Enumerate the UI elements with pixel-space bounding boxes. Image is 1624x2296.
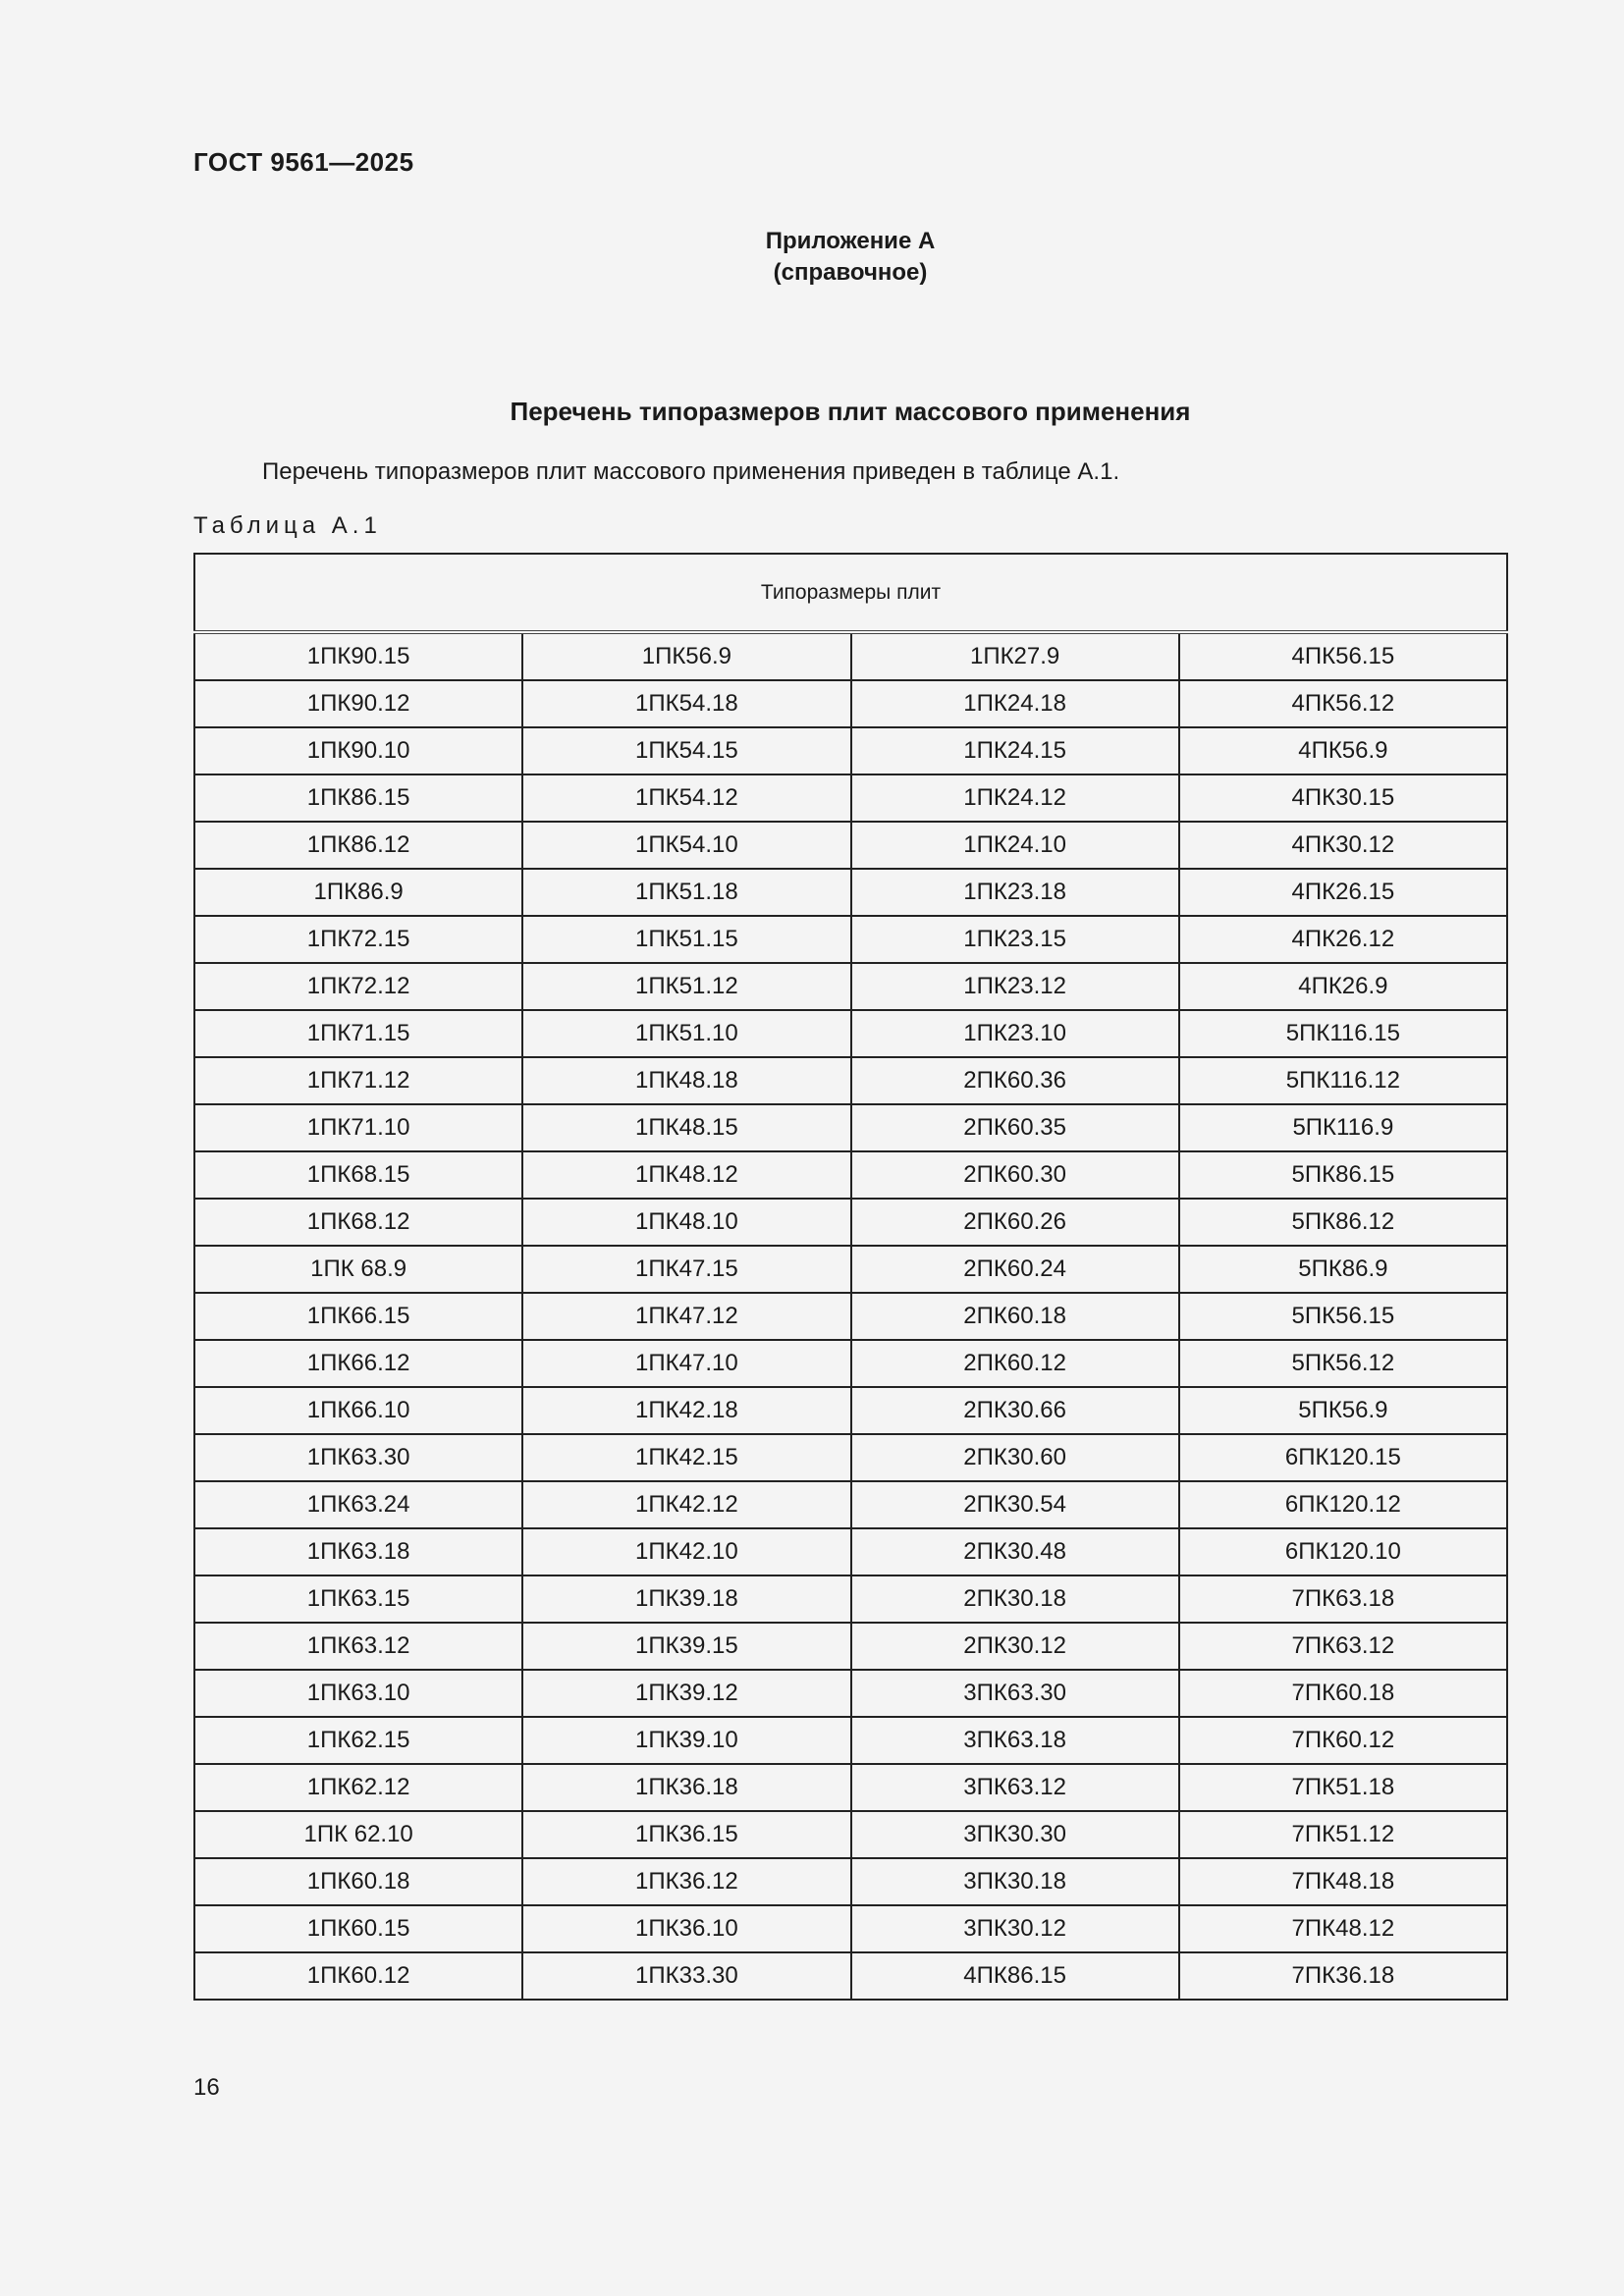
table-cell: 1ПК48.15 [522, 1104, 850, 1151]
table-row [194, 1293, 1507, 1340]
table-cell: 4ПК56.9 [1179, 727, 1507, 774]
table-row [194, 1010, 1507, 1057]
table-cell: 3ПК30.30 [851, 1811, 1179, 1858]
table-row [194, 1199, 1507, 1246]
table-cell: 1ПК63.18 [194, 1528, 522, 1575]
table-cell: 1ПК36.10 [522, 1905, 850, 1952]
table-cell: 2ПК60.30 [851, 1151, 1179, 1199]
table-row [194, 1670, 1507, 1717]
table-cell: 1ПК62.12 [194, 1764, 522, 1811]
table-cell: 1ПК86.9 [194, 869, 522, 916]
table-cell: 1ПК39.10 [522, 1717, 850, 1764]
table-cell: 1ПК63.24 [194, 1481, 522, 1528]
table-cell: 4ПК30.12 [1179, 822, 1507, 869]
table-row [194, 1104, 1507, 1151]
table-cell: 1ПК90.15 [194, 632, 522, 680]
table-cell: 5ПК56.12 [1179, 1340, 1507, 1387]
appendix-heading [0, 226, 1624, 289]
table-row [194, 1623, 1507, 1670]
table-cell: 1ПК42.15 [522, 1434, 850, 1481]
table-cell: 2ПК60.24 [851, 1246, 1179, 1293]
table-cell: 5ПК116.15 [1179, 1010, 1507, 1057]
table-cell: 1ПК36.18 [522, 1764, 850, 1811]
table-cell: 5ПК86.12 [1179, 1199, 1507, 1246]
table-cell: 2ПК30.18 [851, 1575, 1179, 1623]
appendix-subtitle: (справочное) [773, 259, 928, 286]
table-cell: 1ПК63.15 [194, 1575, 522, 1623]
table-row [194, 1481, 1507, 1528]
table-cell: 1ПК36.12 [522, 1858, 850, 1905]
table-cell: 1ПК23.12 [851, 963, 1179, 1010]
table-cell: 6ПК120.12 [1179, 1481, 1507, 1528]
table-cell: 1ПК39.15 [522, 1623, 850, 1670]
table-cell: 6ПК120.15 [1179, 1434, 1507, 1481]
table-row [194, 774, 1507, 822]
table-cell: 1ПК72.12 [194, 963, 522, 1010]
table-cell: 7ПК51.12 [1179, 1811, 1507, 1858]
table-cell: 1ПК71.15 [194, 1010, 522, 1057]
table-cell: 5ПК86.15 [1179, 1151, 1507, 1199]
table-cell: 1ПК 68.9 [194, 1246, 522, 1293]
table-cell: 7ПК63.12 [1179, 1623, 1507, 1670]
table-cell: 1ПК68.15 [194, 1151, 522, 1199]
table-cell: 2ПК30.60 [851, 1434, 1179, 1481]
table-cell: 3ПК30.12 [851, 1905, 1179, 1952]
table-cell: 7ПК60.12 [1179, 1717, 1507, 1764]
table-cell: 4ПК26.12 [1179, 916, 1507, 963]
table-cell: 1ПК72.15 [194, 916, 522, 963]
table-cell: 1ПК24.18 [851, 680, 1179, 727]
table-cell: 7ПК51.18 [1179, 1764, 1507, 1811]
plate-sizes-table [193, 553, 1508, 2001]
table-cell: 5ПК56.15 [1179, 1293, 1507, 1340]
table-row [194, 1575, 1507, 1623]
table-cell: 1ПК63.12 [194, 1623, 522, 1670]
table-row [194, 1811, 1507, 1858]
table-cell: 1ПК23.10 [851, 1010, 1179, 1057]
table-row [194, 1387, 1507, 1434]
table-cell: 3ПК63.18 [851, 1717, 1179, 1764]
table-cell: 7ПК36.18 [1179, 1952, 1507, 2000]
table-cell: 1ПК63.10 [194, 1670, 522, 1717]
table-cell: 1ПК27.9 [851, 632, 1179, 680]
table-cell: 4ПК86.15 [851, 1952, 1179, 2000]
table-cell: 1ПК48.12 [522, 1151, 850, 1199]
table-cell: 7ПК60.18 [1179, 1670, 1507, 1717]
table-caption: Таблица А.1 [193, 512, 382, 539]
table-cell: 1ПК51.15 [522, 916, 850, 963]
table-cell: 1ПК36.15 [522, 1811, 850, 1858]
table-cell: 4ПК30.15 [1179, 774, 1507, 822]
table-cell: 2ПК60.35 [851, 1104, 1179, 1151]
table-cell: 1ПК47.12 [522, 1293, 850, 1340]
table-row [194, 963, 1507, 1010]
table-row [194, 1151, 1507, 1199]
table-cell: 1ПК51.18 [522, 869, 850, 916]
table-cell: 4ПК56.15 [1179, 632, 1507, 680]
table-cell: 1ПК24.12 [851, 774, 1179, 822]
table-row [194, 1246, 1507, 1293]
table-cell: 3ПК63.12 [851, 1764, 1179, 1811]
table-cell: 4ПК26.9 [1179, 963, 1507, 1010]
table-body [194, 632, 1507, 2000]
appendix-title: Приложение А [765, 228, 936, 254]
table-cell: 4ПК56.12 [1179, 680, 1507, 727]
table-cell: 1ПК90.12 [194, 680, 522, 727]
table-cell: 1ПК51.12 [522, 963, 850, 1010]
table-header-row [194, 554, 1507, 632]
table-cell: 1ПК39.18 [522, 1575, 850, 1623]
table-cell: 1ПК47.10 [522, 1340, 850, 1387]
section-title: Перечень типоразмеров плит массового применения [510, 397, 1191, 426]
table-cell: 1ПК42.10 [522, 1528, 850, 1575]
table-cell: 1ПК54.18 [522, 680, 850, 727]
table-cell: 1ПК86.12 [194, 822, 522, 869]
table-cell: 1ПК24.15 [851, 727, 1179, 774]
table-cell: 1ПК68.12 [194, 1199, 522, 1246]
table-row [194, 1858, 1507, 1905]
table-cell: 3ПК30.18 [851, 1858, 1179, 1905]
table-row [194, 1057, 1507, 1104]
table-cell: 5ПК86.9 [1179, 1246, 1507, 1293]
table-cell: 4ПК26.15 [1179, 869, 1507, 916]
table-row [194, 727, 1507, 774]
table-header-cell: Типоразмеры плит [194, 554, 1507, 632]
table-cell: 1ПК66.12 [194, 1340, 522, 1387]
table-cell: 5ПК116.12 [1179, 1057, 1507, 1104]
table-cell: 1ПК66.15 [194, 1293, 522, 1340]
table-row [194, 916, 1507, 963]
table-row [194, 1952, 1507, 2000]
table-cell: 1ПК90.10 [194, 727, 522, 774]
page-number: 16 [193, 2074, 220, 2101]
table-cell: 2ПК30.12 [851, 1623, 1179, 1670]
table-cell: 2ПК60.36 [851, 1057, 1179, 1104]
table-cell: 1ПК42.12 [522, 1481, 850, 1528]
table-cell: 1ПК62.15 [194, 1717, 522, 1764]
table-row [194, 680, 1507, 727]
table-cell: 5ПК116.9 [1179, 1104, 1507, 1151]
table-cell: 1ПК86.15 [194, 774, 522, 822]
table-cell: 1ПК24.10 [851, 822, 1179, 869]
table-cell: 1ПК54.12 [522, 774, 850, 822]
table-row [194, 1434, 1507, 1481]
table-row [194, 1340, 1507, 1387]
table-cell: 2ПК30.54 [851, 1481, 1179, 1528]
table-cell: 2ПК60.26 [851, 1199, 1179, 1246]
table-row [194, 869, 1507, 916]
table-cell: 1ПК48.18 [522, 1057, 850, 1104]
table-cell: 3ПК63.30 [851, 1670, 1179, 1717]
table-row [194, 822, 1507, 869]
table-cell: 1ПК42.18 [522, 1387, 850, 1434]
table-cell: 1ПК60.18 [194, 1858, 522, 1905]
document-code: ГОСТ 9561—2025 [193, 147, 414, 177]
table-cell: 1ПК51.10 [522, 1010, 850, 1057]
table-cell: 1ПК71.12 [194, 1057, 522, 1104]
table-cell: 1ПК54.15 [522, 727, 850, 774]
table-cell: 1ПК 62.10 [194, 1811, 522, 1858]
table-cell: 2ПК60.18 [851, 1293, 1179, 1340]
table-cell: 7ПК63.18 [1179, 1575, 1507, 1623]
table-row [194, 1764, 1507, 1811]
table-cell: 1ПК48.10 [522, 1199, 850, 1246]
table-cell: 6ПК120.10 [1179, 1528, 1507, 1575]
table-cell: 1ПК56.9 [522, 632, 850, 680]
table-row [194, 632, 1507, 680]
table-cell: 1ПК47.15 [522, 1246, 850, 1293]
table-cell: 1ПК33.30 [522, 1952, 850, 2000]
table-cell: 7ПК48.12 [1179, 1905, 1507, 1952]
table-row [194, 1905, 1507, 1952]
table-cell: 1ПК23.18 [851, 869, 1179, 916]
table-cell: 1ПК39.12 [522, 1670, 850, 1717]
table-cell: 2ПК30.48 [851, 1528, 1179, 1575]
table-cell: 2ПК60.12 [851, 1340, 1179, 1387]
intro-paragraph: Перечень типоразмеров плит массового применения приведен в таблице А.1. [262, 458, 1120, 485]
table-row [194, 1717, 1507, 1764]
table-cell: 1ПК60.12 [194, 1952, 522, 2000]
table-cell: 1ПК66.10 [194, 1387, 522, 1434]
table-cell: 7ПК48.18 [1179, 1858, 1507, 1905]
table-cell: 1ПК54.10 [522, 822, 850, 869]
table-cell: 2ПК30.66 [851, 1387, 1179, 1434]
table-cell: 1ПК63.30 [194, 1434, 522, 1481]
table-cell: 1ПК60.15 [194, 1905, 522, 1952]
table-cell: 5ПК56.9 [1179, 1387, 1507, 1434]
table-cell: 1ПК23.15 [851, 916, 1179, 963]
table-row [194, 1528, 1507, 1575]
table-cell: 1ПК71.10 [194, 1104, 522, 1151]
